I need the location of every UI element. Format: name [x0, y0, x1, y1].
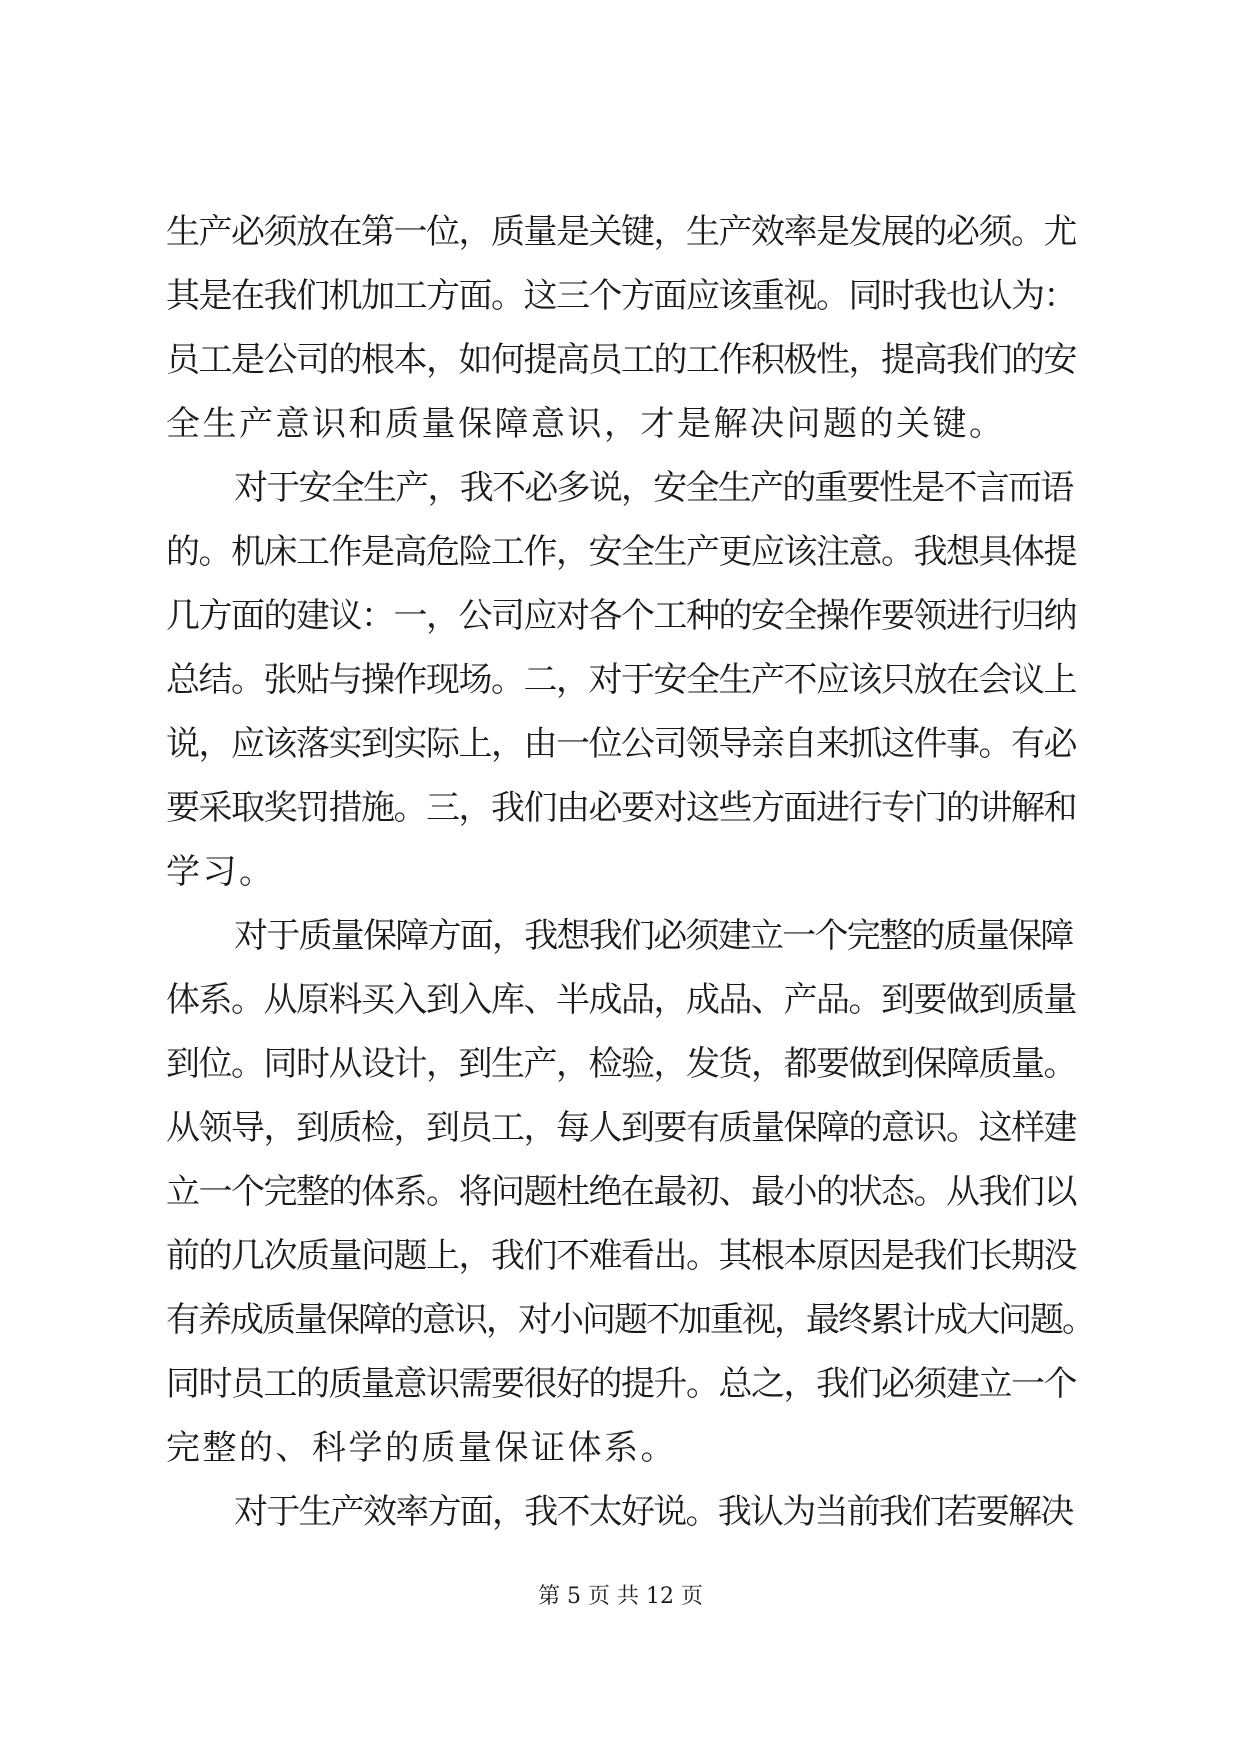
text-line: 到位。同时从设计，到生产，检验，发货，都要做到保障质量。 [166, 1044, 1076, 1084]
text-line: 完整的、科学的质量保证体系。 [166, 1428, 677, 1468]
text-line: 同时员工的质量意识需要很好的提升。总之，我们必须建立一个 [166, 1364, 1076, 1404]
text-line: 学习。 [166, 852, 276, 892]
text-line: 前的几次质量问题上，我们不难看出。其根本原因是我们长期没 [166, 1236, 1076, 1276]
text-line: 的。机床工作是高危险工作，安全生产更应该注意。我想具体提 [166, 532, 1076, 572]
text-line: 几方面的建议：一，公司应对各个工种的安全操作要领进行归纳 [166, 596, 1076, 636]
text-line: 对于质量保障方面，我想我们必须建立一个完整的质量保障 [234, 916, 1073, 956]
text-line: 立一个完整的体系。将问题杜绝在最初、最小的状态。从我们以 [166, 1172, 1076, 1212]
text-line: 全生产意识和质量保障意识，才是解决问题的关键。 [166, 404, 1006, 444]
text-line: 从领导，到质检，到员工，每人到要有质量保障的意识。这样建 [166, 1108, 1076, 1148]
text-line: 其是在我们机加工方面。这三个方面应该重视。同时我也认为： [166, 276, 1076, 316]
page-footer: 第 5 页 共 12 页 [538, 1584, 703, 1609]
text-line: 说，应该落实到实际上，由一位公司领导亲自来抓这件事。有必 [166, 724, 1076, 764]
text-line: 员工是公司的根本，如何提高员工的工作积极性，提高我们的安 [166, 340, 1076, 380]
text-line: 要采取奖罚措施。三，我们由必要对这些方面进行专门的讲解和 [166, 788, 1076, 828]
text-line: 对于安全生产，我不必多说，安全生产的重要性是不言而语 [234, 468, 1073, 508]
text-line: 体系。从原料买入到入库、半成品，成品、产品。到要做到质量 [166, 980, 1076, 1020]
text-line: 有养成质量保障的意识，对小问题不加重视，最终累计成大问题。 [166, 1300, 1094, 1340]
text-line: 生产必须放在第一位，质量是关键，生产效率是发展的必须。尤 [166, 212, 1076, 252]
text-line: 对于生产效率方面，我不太好说。我认为当前我们若要解决 [234, 1492, 1073, 1532]
document-body [166, 200, 1094, 1544]
text-line: 总结。张贴与操作现场。二，对于安全生产不应该只放在会议上 [166, 660, 1076, 700]
